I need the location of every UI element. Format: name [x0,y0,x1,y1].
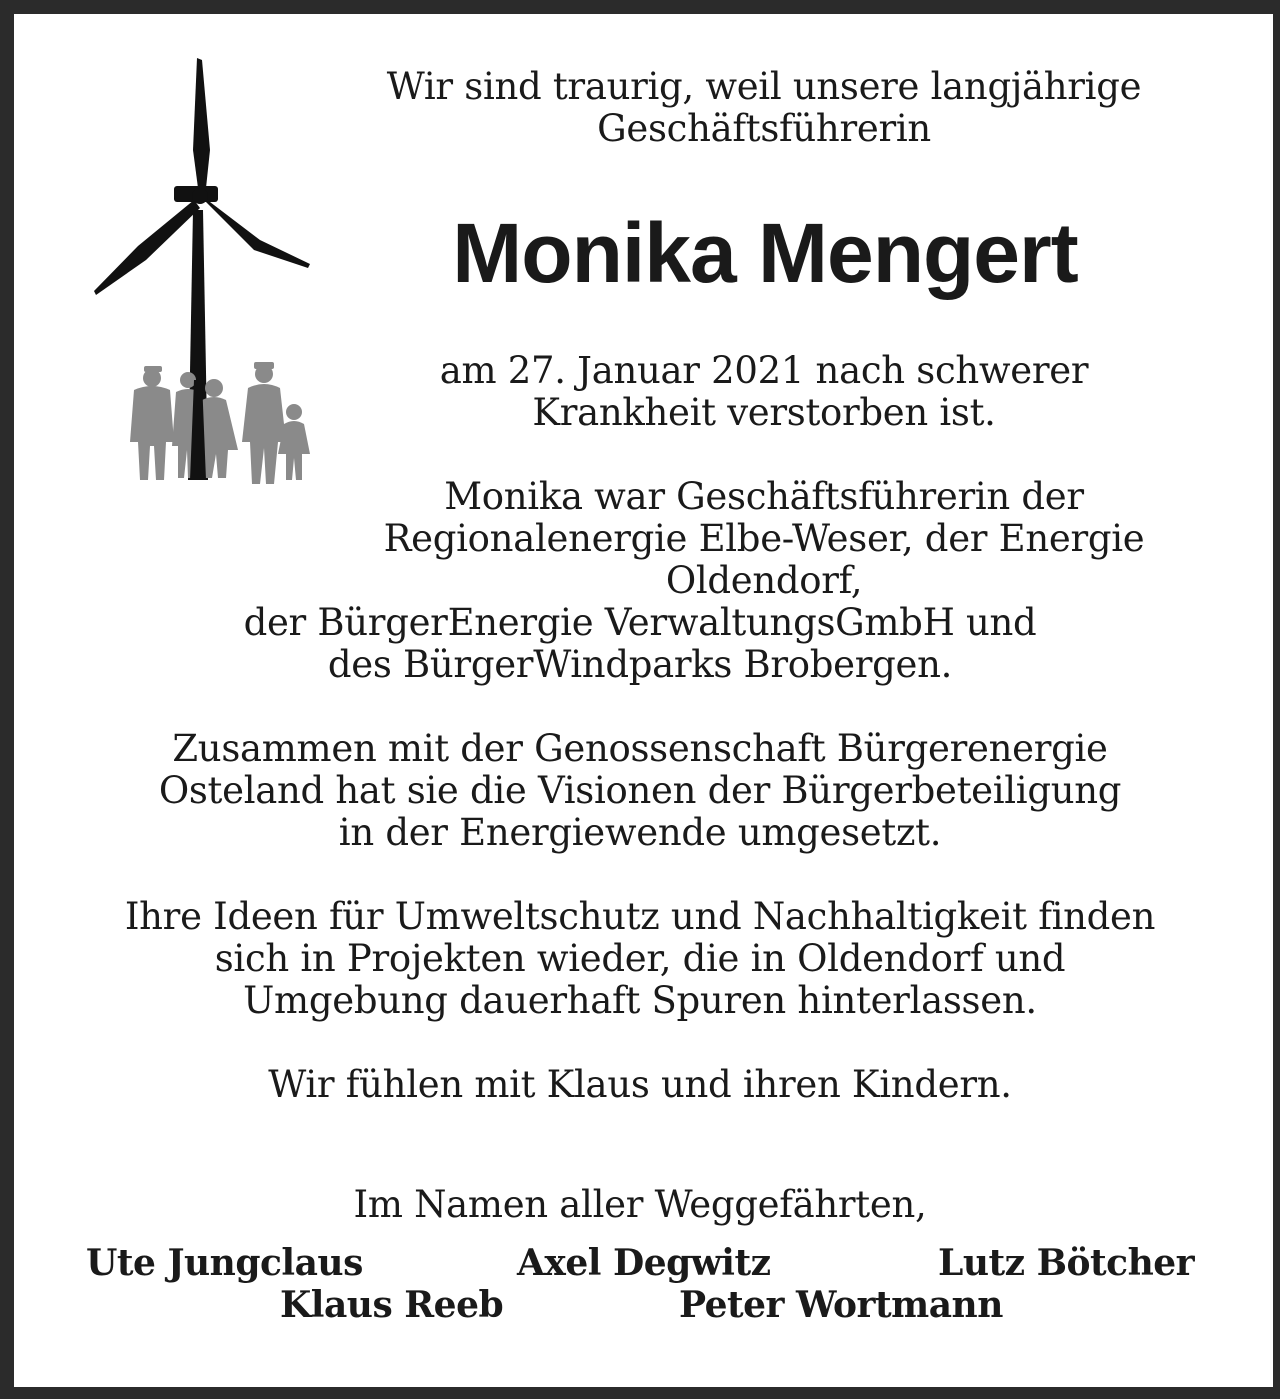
ideas-line-1: Ihre Ideen für Umweltschutz und Nachhaltigkeit finden [124,895,1156,938]
intro-line-1: Wir sind traurig, weil unsere langjährige [386,65,1142,108]
cooperative-line-1: Zusammen mit der Genossenschaft Bürgerenergie [172,727,1108,770]
family-silhouettes [130,362,310,484]
deceased-name: Monika Mengert [452,206,1078,300]
signatory-name: Axel Degwitz [517,1242,771,1284]
career-line-4: der BürgerEnergie VerwaltungsGmbH und [243,601,1037,644]
death-line-2: Krankheit verstorben ist. [532,391,996,434]
signatory-name: Peter Wortmann [679,1284,1003,1326]
intro-line-2: Geschäftsführerin [597,107,931,150]
career-line-5: des BürgerWindparks Brobergen. [327,643,953,686]
ideas-line-2: sich in Projekten wieder, die in Oldendorf und [214,937,1066,980]
signatory-name: Klaus Reeb [280,1284,504,1326]
condolence-line: Wir fühlen mit Klaus und ihren Kindern. [268,1063,1012,1106]
ideas-line-3: Umgebung dauerhaft Spuren hinterlassen. [243,979,1037,1022]
cooperative-line-2: Osteland hat sie die Visionen der Bürgerbeteiligung [158,769,1122,812]
signatory-name: Lutz Bötcher [938,1242,1195,1284]
death-line-1: am 27. Januar 2021 nach schwerer [439,349,1089,392]
wind-turbine-family-icon [90,50,320,490]
cooperative-line-3: in der Energiewende umgesetzt. [338,811,942,854]
closing-line: Im Namen aller Weggefährten, [353,1183,927,1226]
career-line-1: Monika war Geschäftsführerin der [444,475,1084,518]
career-line-2: Regionalenergie Elbe-Weser, der Energie [383,517,1145,560]
career-line-3: Oldendorf, [665,559,863,602]
signatory-name: Ute Jungclaus [86,1242,363,1284]
